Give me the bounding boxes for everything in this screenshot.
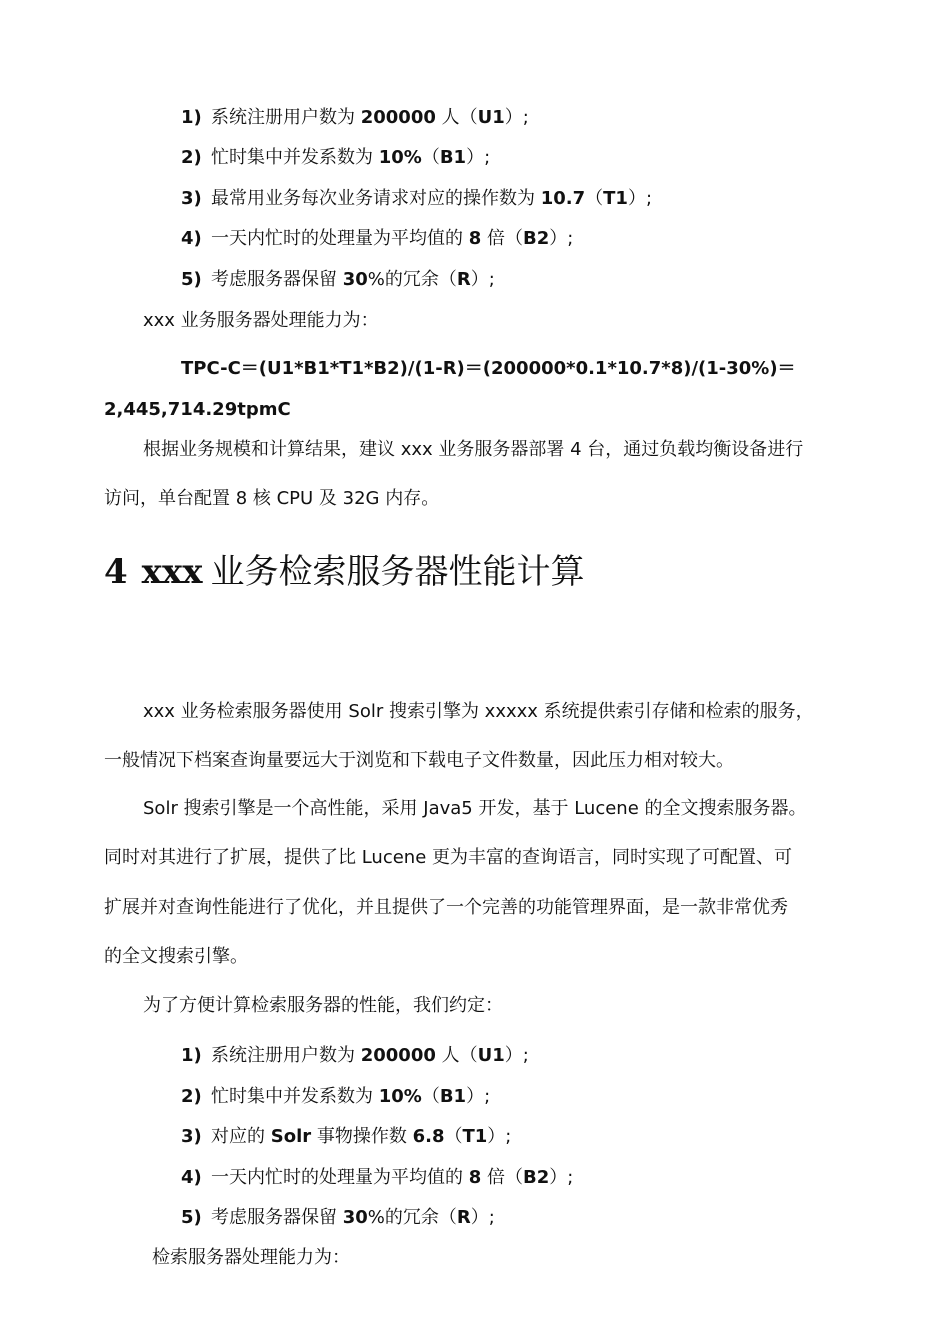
item-code: U1: [477, 1045, 505, 1066]
item-text: ）;: [466, 1086, 491, 1107]
capacity-label: 检索服务器处理能力为：: [152, 1247, 350, 1268]
item-text: （: [421, 147, 440, 168]
list-item: [181, 187, 652, 211]
list-item: [181, 1206, 495, 1230]
item-value: 8: [468, 1167, 482, 1188]
item-text: （: [421, 1086, 440, 1107]
heading-title: 业务检索服务器性能计算: [210, 552, 585, 592]
list-item: [181, 1085, 490, 1109]
item-code: B1: [439, 147, 467, 168]
item-code: B2: [523, 228, 550, 249]
item-text: （: [444, 1126, 463, 1147]
item-text: ）;: [470, 269, 495, 290]
item-text: 忙时集中并发系数为: [211, 1086, 379, 1107]
paragraph-line: 根据业务规模和计算结果，建议 xxx 业务服务器部署 4 台，通过负载均衡设备进行: [143, 439, 804, 460]
list-item: [181, 1166, 573, 1190]
paragraph-line: 访问，单台配置 8 核 CPU 及 32G 内存。: [104, 488, 440, 509]
item-text: %的冗余（: [367, 1207, 457, 1228]
item-text: 人（: [435, 107, 478, 128]
item-value: 10.7: [540, 188, 586, 209]
item-value: 30: [342, 269, 368, 290]
item-code: B2: [523, 1167, 550, 1188]
paragraph-line: 一般情况下档案查询量要远大于浏览和下载电子文件数量，因此压力相对较大。: [104, 750, 734, 771]
item-text: ）;: [470, 1207, 495, 1228]
list-item: [181, 227, 573, 251]
item-text: 一天内忙时的处理量为平均值的: [211, 1167, 469, 1188]
item-text: 考虑服务器保留: [211, 1207, 343, 1228]
paragraph-line: Solr 搜索引擎是一个高性能，采用 Java5 开发，基于 Lucene 的全文搜索服务器。: [143, 798, 807, 819]
item-text: 忙时集中并发系数为: [211, 147, 379, 168]
paragraph-line: xxx 业务检索服务器使用 Solr 搜索引擎为 xxxxx 系统提供索引存储和检索的服务，: [143, 701, 814, 722]
item-text: 倍（: [481, 228, 523, 249]
list-item: [181, 106, 529, 130]
list-item: [181, 1044, 529, 1068]
item-number: 5): [181, 269, 202, 290]
item-number: 2): [181, 147, 202, 168]
item-value: 200000: [360, 1045, 436, 1066]
capacity-label: xxx 业务服务器处理能力为：: [143, 310, 379, 331]
item-number: 1): [181, 107, 202, 128]
item-text: 对应的: [211, 1126, 271, 1147]
formula-result: 2,445,714.29tpmC: [104, 399, 291, 420]
paragraph-line: 为了方便计算检索服务器的性能，我们约定：: [143, 995, 503, 1016]
item-number: 4): [181, 1167, 202, 1188]
list-item: [181, 1125, 511, 1149]
list-item: [181, 268, 495, 292]
item-text: 人（: [435, 1045, 478, 1066]
item-code: R: [456, 1207, 471, 1228]
item-value: 10%: [378, 1086, 422, 1107]
item-number: 3): [181, 188, 202, 209]
item-text: ）;: [549, 228, 574, 249]
item-code: B1: [439, 1086, 467, 1107]
heading-number: 4: [104, 552, 128, 592]
item-code: T1: [603, 188, 628, 209]
paragraph-line: 的全文搜索引擎。: [104, 946, 248, 967]
item-text: ）;: [487, 1126, 512, 1147]
item-text: 倍（: [481, 1167, 523, 1188]
item-text: 系统注册用户数为: [211, 1045, 361, 1066]
item-value: 8: [468, 228, 482, 249]
item-text: （: [585, 188, 604, 209]
item-text: 考虑服务器保留: [211, 269, 343, 290]
item-value: 200000: [360, 107, 436, 128]
item-text: 最常用业务每次业务请求对应的操作数为: [211, 188, 541, 209]
item-value: 30: [342, 1207, 368, 1228]
section-heading: [104, 548, 584, 596]
item-code: R: [456, 269, 471, 290]
paragraph-line: 同时对其进行了扩展，提供了比 Lucene 更为丰富的查询语言，同时实现了可配置、可: [104, 847, 793, 868]
item-number: 3): [181, 1126, 202, 1147]
item-text: ）;: [627, 188, 653, 209]
item-text: 一天内忙时的处理量为平均值的: [211, 228, 469, 249]
item-code: U1: [477, 107, 505, 128]
item-text: ）;: [466, 147, 491, 168]
item-text: 事物操作数: [311, 1126, 413, 1147]
item-value: Solr: [270, 1126, 312, 1147]
item-text: ）;: [549, 1167, 574, 1188]
item-value: 6.8: [412, 1126, 445, 1147]
item-text: 系统注册用户数为: [211, 107, 361, 128]
item-number: 5): [181, 1207, 202, 1228]
item-text: %的冗余（: [367, 269, 457, 290]
paragraph-line: 扩展并对查询性能进行了优化，并且提供了一个完善的功能管理界面，是一款非常优秀: [104, 897, 788, 918]
formula-line: TPC-C＝(U1*B1*T1*B2)/(1-R)＝(200000*0.1*10.7*8)/(1-30%)＝: [181, 358, 796, 379]
item-text: ）;: [504, 1045, 529, 1066]
list-item: [181, 146, 490, 170]
item-number: 1): [181, 1045, 202, 1066]
item-text: ）;: [504, 107, 529, 128]
item-value: 10%: [378, 147, 422, 168]
item-number: 4): [181, 228, 202, 249]
item-code: T1: [462, 1126, 488, 1147]
item-number: 2): [181, 1086, 202, 1107]
heading-prefix: xxx: [141, 552, 203, 592]
